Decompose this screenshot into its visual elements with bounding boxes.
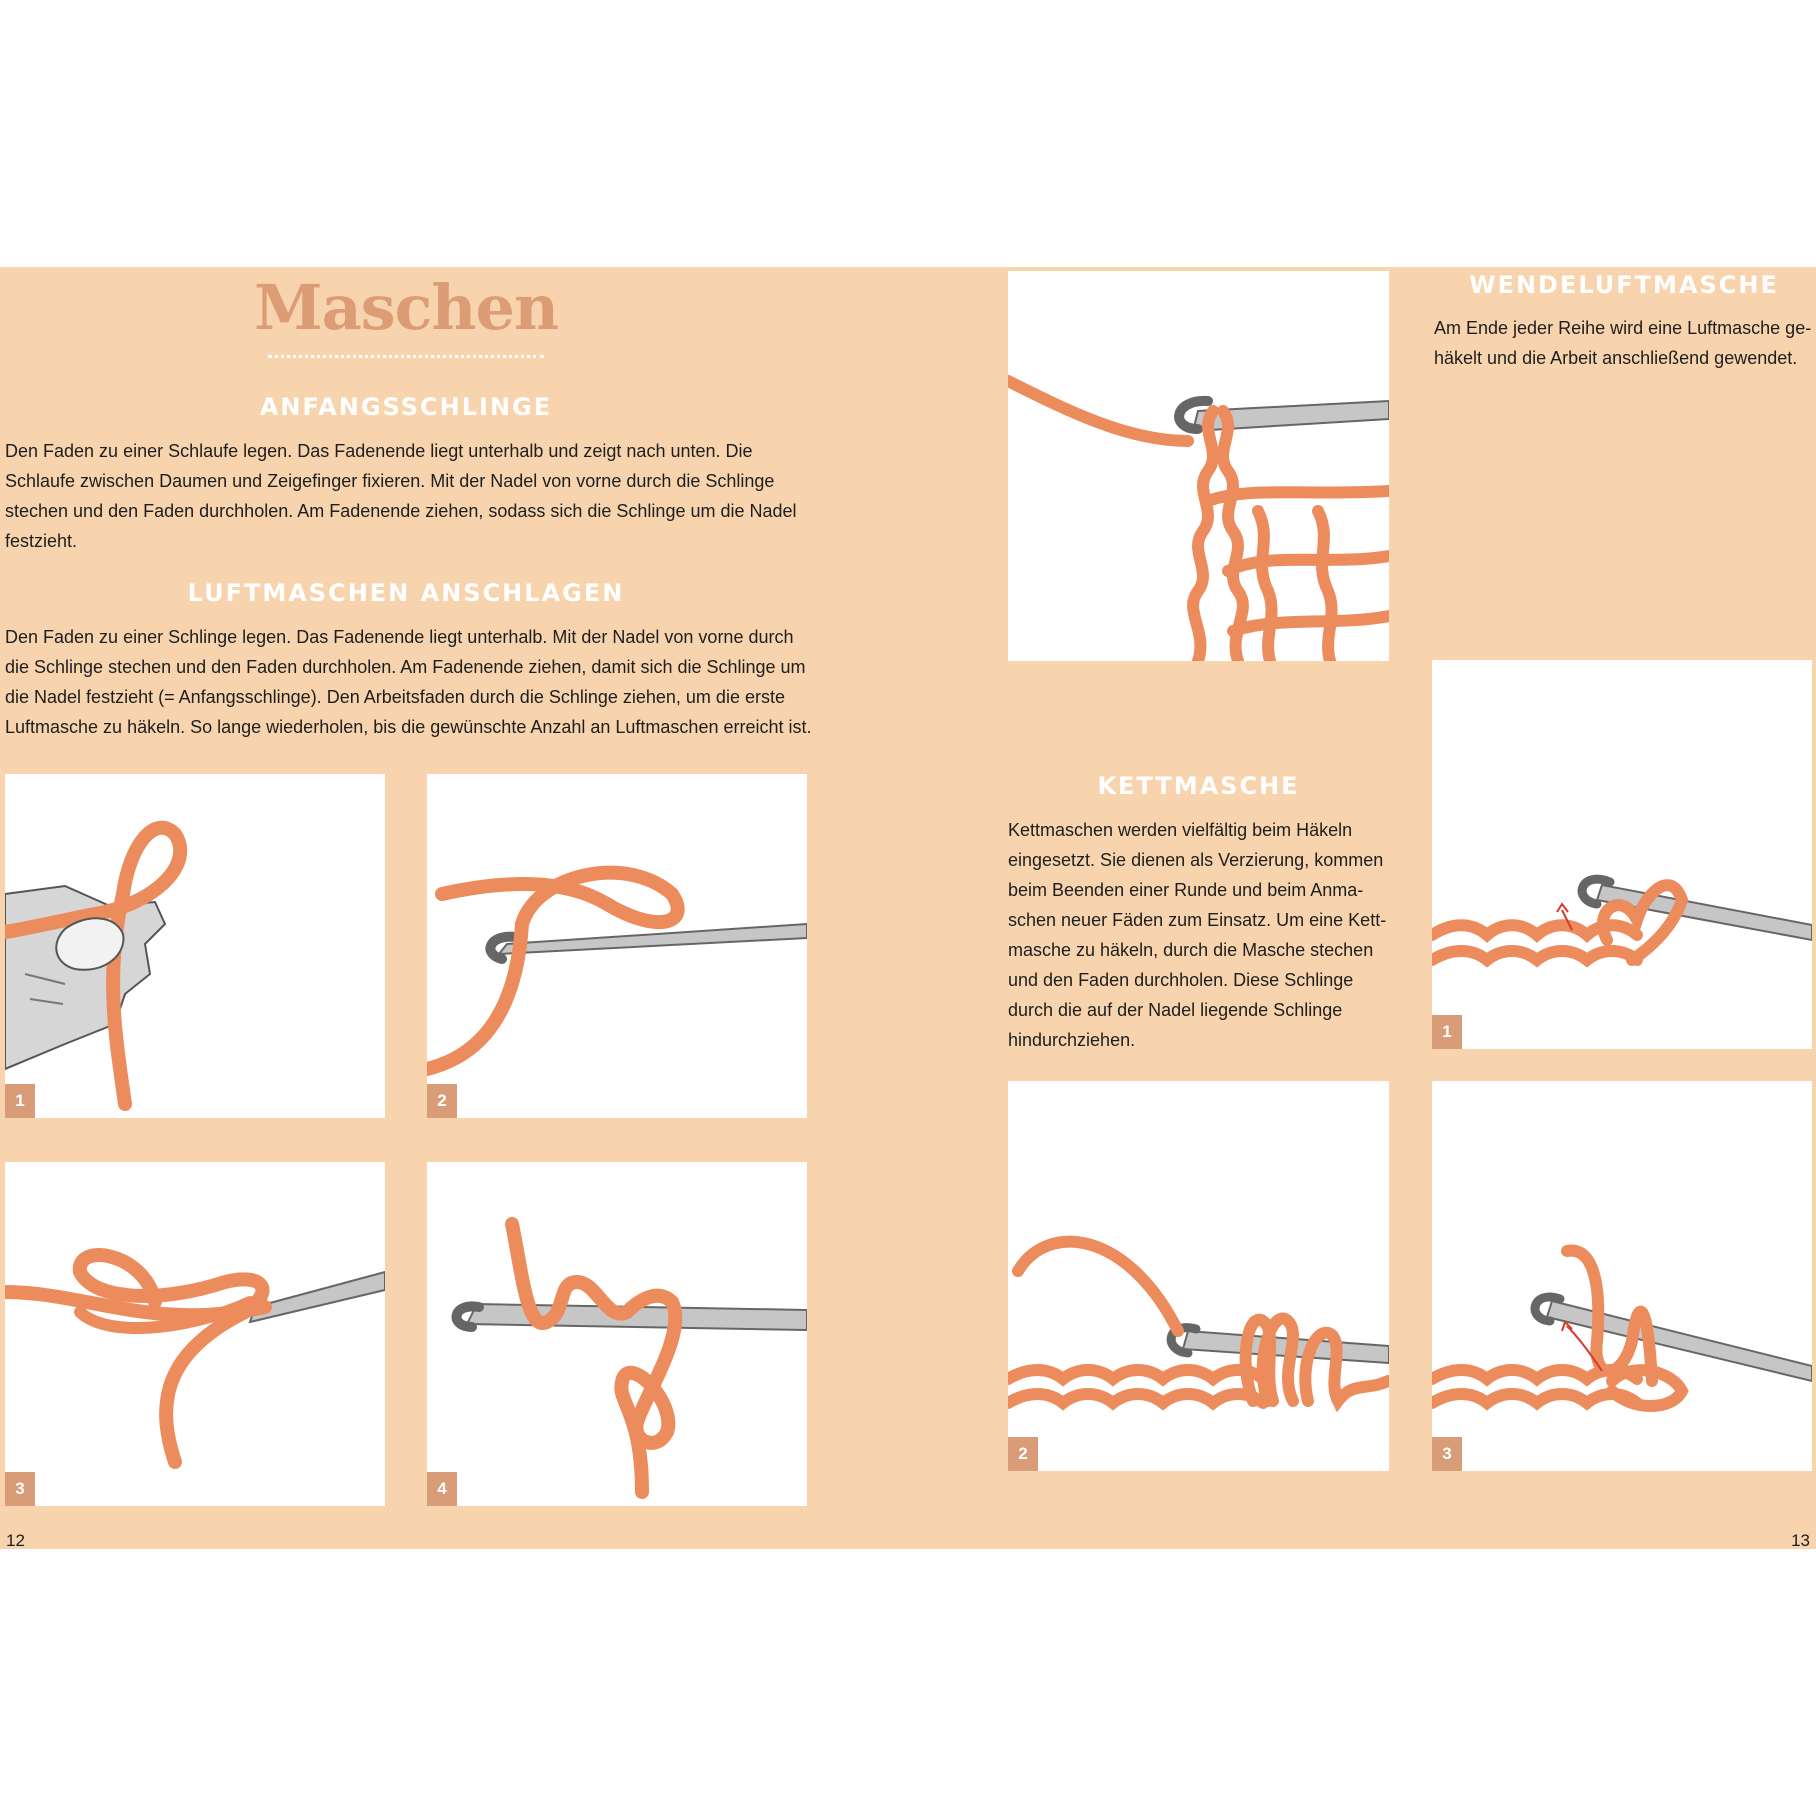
page-number-right: 13 <box>1791 1531 1810 1550</box>
step-badge: 1 <box>1432 1015 1462 1049</box>
text-kettmasche <box>1008 815 1393 1055</box>
text-line: festzieht. <box>5 531 78 551</box>
step-badge: 4 <box>427 1472 457 1506</box>
text-wendeluftmasche <box>1434 313 1814 373</box>
illustration-luftmaschen-step-4 <box>427 1162 807 1506</box>
yarn-strand <box>512 1224 675 1492</box>
illustration-wendeluftmasche <box>1008 271 1389 661</box>
chain-row <box>1432 885 1682 960</box>
slip-stitch-step-2-illustration <box>1008 1081 1389 1471</box>
text-line: Den Faden zu einer Schlinge legen. Das Fadenende liegt unterhalb. Mit der Nadel von vorne durch <box>5 627 794 647</box>
text-line: stechen und den Faden durchholen. Am Fadenende ziehen, sodass sich die Schlinge um die Nadel <box>5 501 797 521</box>
text-line: masche zu häkeln, durch die Masche stechen <box>1008 940 1374 960</box>
text-anfangsschlinge <box>5 436 815 556</box>
text-line: die Schlinge stechen und den Faden durchholen. Am Fadenende ziehen, damit sich die Schlinge um <box>5 657 806 677</box>
yarn-strand <box>427 873 678 1069</box>
text-line: beim Beenden einer Runde und beim Anma- <box>1008 880 1364 900</box>
first-chain-stitch-illustration <box>427 1162 807 1506</box>
chain-row <box>1432 1251 1682 1406</box>
text-line: Am Ende jeder Reihe wird eine Luftmasche ge- <box>1434 318 1812 338</box>
step-badge: 2 <box>427 1084 457 1118</box>
slip-stitch-step-3-illustration <box>1432 1081 1812 1471</box>
text-line: Schlaufe zwischen Daumen und Zeigefinger fixieren. Mit der Nadel von vorne durch die Schlinge <box>5 471 775 491</box>
loop-through-loop-illustration <box>5 1162 385 1506</box>
text-line: Den Faden zu einer Schlaufe legen. Das Fadenende liegt unterhalb und zeigt nach unten. Die <box>5 441 753 461</box>
hook-shaft <box>1547 1301 1812 1381</box>
illustration-luftmaschen-step-1 <box>5 774 385 1118</box>
title-dotted-divider <box>268 355 544 358</box>
illustration-kettmasche-step-2 <box>1008 1081 1389 1471</box>
stitch-fabric <box>1193 411 1389 661</box>
yarn-strand <box>1018 1242 1178 1331</box>
step-badge: 3 <box>1432 1437 1462 1471</box>
heading-luftmaschen-anschlagen: LUFTMASCHEN ANSCHLAGEN <box>187 579 625 607</box>
text-line: hindurchziehen. <box>1008 1030 1136 1050</box>
turning-chain-illustration <box>1008 271 1389 661</box>
page-number-left: 12 <box>6 1531 25 1550</box>
heading-wendeluftmasche: WENDELUFTMASCHE <box>1469 271 1779 299</box>
text-line: die Nadel festzieht (= Anfangsschlinge). Den Arbeitsfaden durch die Schlinge ziehen, um die erste <box>5 687 785 707</box>
step-badge: 3 <box>5 1472 35 1506</box>
page-title: Maschen <box>253 271 559 344</box>
slip-knot-on-hook-illustration <box>427 774 807 1118</box>
text-line: durch die auf der Nadel liegende Schlinge <box>1008 1000 1343 1020</box>
text-luftmaschen-anschlagen <box>5 622 815 742</box>
yarn-strand <box>1008 381 1188 441</box>
step-badge: 1 <box>5 1084 35 1118</box>
text-line: schen neuer Fäden zum Einsatz. Um eine Kett- <box>1008 910 1387 930</box>
heading-kettmasche: KETTMASCHE <box>1097 772 1300 800</box>
text-line: Luftmasche zu häkeln. So lange wiederholen, bis die gewünschte Anzahl an Luftmaschen erreicht ist. <box>5 717 812 737</box>
illustration-kettmasche-step-1 <box>1432 660 1812 1049</box>
hook-shaft <box>250 1272 385 1322</box>
heading-anfangsschlinge: ANFANGSSCHLINGE <box>259 393 553 421</box>
text-line: häkelt und die Arbeit anschließend gewendet. <box>1434 348 1798 368</box>
text-line: Kettmaschen werden vielfältig beim Häkeln <box>1008 820 1353 840</box>
illustration-luftmaschen-step-2 <box>427 774 807 1118</box>
illustration-luftmaschen-step-3 <box>5 1162 385 1506</box>
slip-stitch-step-1-illustration <box>1432 660 1812 1049</box>
step-badge: 2 <box>1008 1437 1038 1471</box>
text-line: und den Faden durchholen. Diese Schlinge <box>1008 970 1354 990</box>
illustration-kettmasche-step-3 <box>1432 1081 1812 1471</box>
hand-holding-loop-illustration <box>5 774 385 1118</box>
text-line: eingesetzt. Sie dienen als Verzierung, kommen <box>1008 850 1384 870</box>
yarn-loop <box>80 1255 263 1462</box>
